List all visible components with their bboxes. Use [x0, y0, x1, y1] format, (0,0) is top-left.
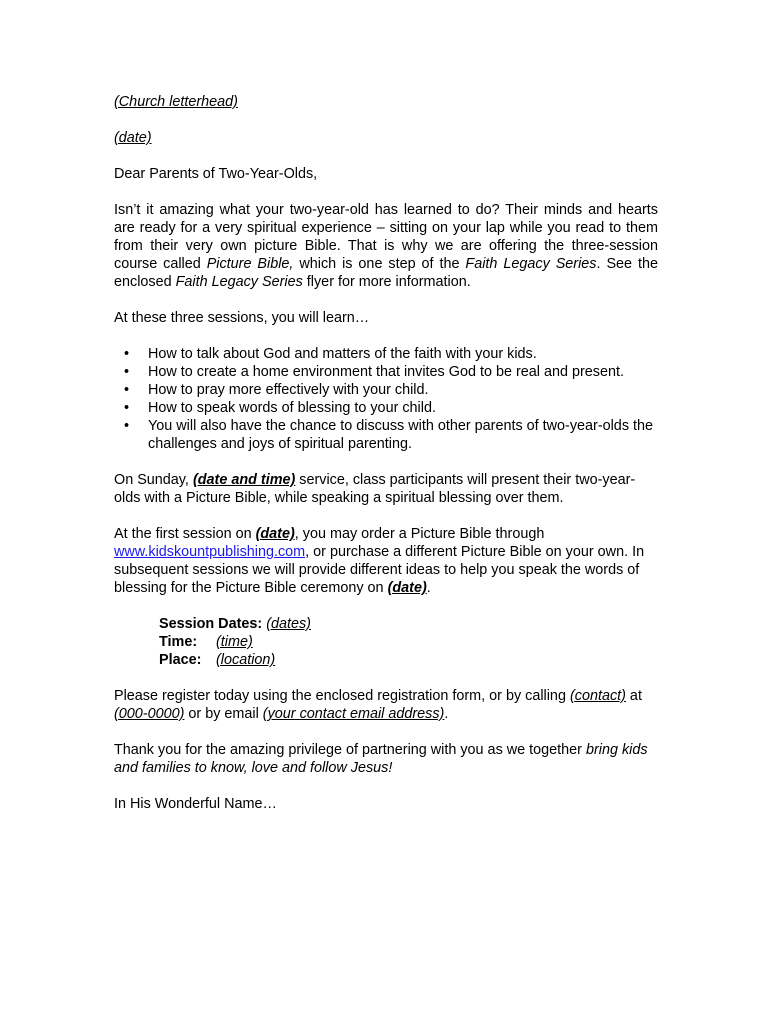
intro-paragraph	[114, 201, 658, 291]
register-text-1: Please register today using the enclosed registration form, or by calling	[114, 688, 570, 704]
salutation: Dear Parents of Two-Year-Olds,	[114, 166, 318, 182]
phone-placeholder: (000-0000)	[114, 706, 185, 722]
contact-placeholder: (contact)	[569, 688, 626, 704]
first-session-date-placeholder: (date)	[255, 526, 295, 542]
session-dates-value: (dates)	[266, 616, 311, 632]
session-time-row	[159, 633, 658, 651]
publisher-link[interactable]: www.kidskountpublishing.com	[114, 544, 306, 560]
ceremony-date-placeholder: (date)	[387, 580, 427, 596]
date-placeholder	[114, 129, 658, 147]
sunday-text-2: service, class participants will present their two-year-olds with a Picture Bible, while speaking a spiritual blessing over them.	[114, 472, 636, 506]
session-dates-label: Session Dates:	[159, 616, 263, 632]
first-session-text-2: , you may order a Picture Bible through	[294, 526, 545, 542]
session-dates-row	[159, 615, 658, 633]
session-info	[159, 615, 658, 669]
register-text-3: or by email	[184, 706, 263, 722]
sunday-paragraph	[114, 471, 658, 507]
bullet-icon: •	[124, 418, 130, 434]
bullet-icon: •	[124, 346, 130, 362]
church-letterhead-placeholder	[114, 93, 658, 111]
list-item-text: How to speak words of blessing to your child.	[148, 400, 436, 416]
bullet-icon: •	[124, 382, 130, 398]
register-text-2: at	[625, 688, 642, 704]
session-place-value: (location)	[216, 652, 276, 668]
register-text-4: .	[444, 706, 449, 722]
list-item-text: How to talk about God and matters of the faith with your kids.	[148, 346, 537, 362]
list-item	[114, 381, 658, 399]
first-session-text-3: , or purchase a different Picture Bible on your own. In subsequent sessions we will provide different ideas to help you speak the words of blessing for the Picture Bible ceremony on	[114, 544, 645, 596]
bullet-icon: •	[124, 364, 130, 380]
intro-text-3: . See the enclosed	[114, 256, 658, 290]
session-place-row	[159, 651, 658, 669]
letterhead-text: (Church letterhead)	[114, 94, 238, 110]
session-time-value: (time)	[216, 634, 253, 650]
intro-text-4: flyer for more information.	[302, 274, 471, 290]
date-and-time-placeholder: (date and time)	[192, 472, 296, 488]
register-paragraph	[114, 687, 658, 723]
list-item-text: How to create a home environment that invites God to be real and present.	[148, 364, 624, 380]
first-session-text-1: At the first session on	[114, 526, 256, 542]
learn-intro: At these three sessions, you will learn…	[114, 310, 370, 326]
intro-text-1: Isn’t it amazing what your two-year-old has learned to do? Their minds and hearts are ready for a very spiritual experience – sitting on your lap while you read to them from their very own picture Bible. That is why we are offering the three-session course called	[114, 202, 658, 272]
first-session-paragraph	[114, 525, 658, 597]
list-item	[114, 363, 658, 381]
intro-text-2: which is one step of the	[293, 256, 466, 272]
series-name: Faith Legacy Series	[465, 256, 597, 272]
thanks-text: Thank you for the amazing privilege of partnering with you as we together	[114, 742, 586, 758]
learning-list	[114, 345, 658, 453]
letter-body	[114, 93, 658, 813]
list-item	[114, 345, 658, 363]
bullet-icon: •	[124, 400, 130, 416]
list-item	[114, 399, 658, 417]
course-name: Picture Bible,	[206, 256, 294, 272]
email-placeholder: (your contact email address)	[262, 706, 445, 722]
mission-statement: bring kids and families to know, love and follow Jesus!	[114, 742, 648, 776]
closing: In His Wonderful Name…	[114, 796, 277, 812]
flyer-name: Faith Legacy Series	[175, 274, 303, 290]
list-item-text: You will also have the chance to discuss with other parents of two-year-olds the challenges and joys of spiritual parenting.	[148, 418, 654, 452]
sunday-text-1: On Sunday,	[114, 472, 193, 488]
session-time-label: Time:	[159, 634, 198, 650]
list-item-text: How to pray more effectively with your child.	[148, 382, 429, 398]
first-session-text-4: .	[426, 580, 431, 596]
session-place-label: Place:	[159, 652, 202, 668]
date-text: (date)	[114, 130, 152, 146]
thanks-paragraph	[114, 741, 658, 777]
list-item	[114, 417, 658, 453]
